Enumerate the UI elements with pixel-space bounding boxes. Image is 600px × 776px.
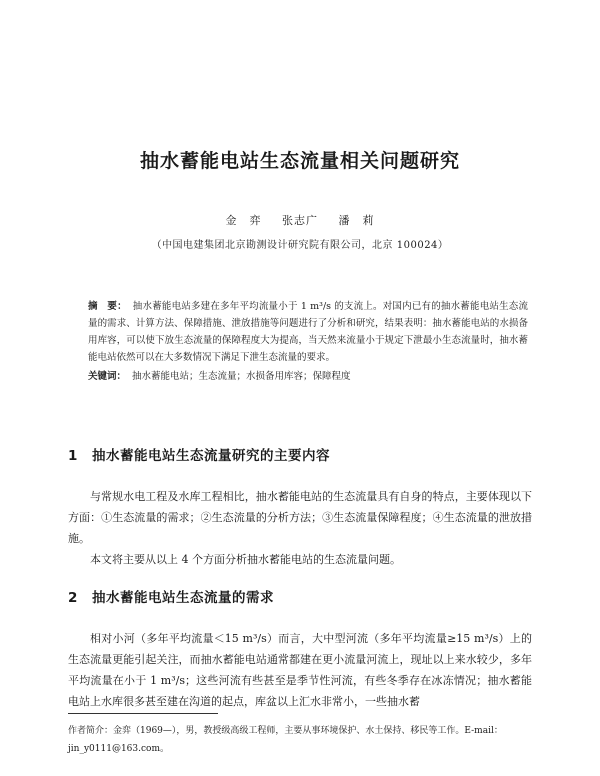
author-footnote: 作者简介：金弈（1969—），男，教授级高级工程师，主要从事环境保护、水土保持、移民等工作。E-mail：jin_y0111@163.com。 [68,726,503,754]
keywords-line [88,368,528,385]
section-number: 1 [68,448,78,464]
section-number: 2 [68,590,78,606]
body-paragraph: 本文将主要从以上 4 个方面分析抽水蓄能电站的生态流量问题。 [90,553,401,566]
author-name: 张志广 [282,214,318,227]
section-title: 抽水蓄能电站生态流量的需求 [92,590,274,606]
abstract-label: 摘 要： [88,301,127,312]
paper-title: 抽水蓄能电站生态流量相关问题研究 [139,150,460,172]
body-paragraph: 相对小河（多年平均流量＜15 m³/s）而言，大中型河流（多年平均流量≥15 m³/s）上的生态流量更能引起关注，而抽水蓄能电站通常都建在更小流量河流上，现址以上来水较少，多年平均流量在小于 1 m³/s；这些河流有些甚至是季节性河流，有些冬季存在冰冻情况；抽水蓄能电站上水库很多甚至建在沟道的起点，库盆以上汇水非常小，一些抽水蓄 [68,632,532,708]
author-name: 金 弈 [225,214,262,227]
section-heading-1 [68,444,330,464]
author-name: 潘 莉 [338,214,375,227]
abstract-paragraph [88,298,528,366]
keywords-text: 抽水蓄能电站；生态流量；水损备用库容；保障程度 [132,371,351,382]
section-title: 抽水蓄能电站生态流量研究的主要内容 [92,448,330,464]
body-paragraph: 与常规水电工程及水库工程相比，抽水蓄能电站的生态流量具有自身的特点，主要体现以下方面：①生态流量的需求；②生态流量的分析方法；③生态流量保障程度；④生态流量的泄放措施。 [68,490,532,545]
section-heading-2 [68,586,274,606]
author-affiliation: （中国电建集团北京勘测设计研究院有限公司，北京 100024） [151,240,449,251]
abstract-block [88,298,528,385]
abstract-text: 抽水蓄能电站多建在多年平均流量小于 1 m³/s 的支流上。对国内已有的抽水蓄能电站生态流量的需求、计算方法、保障措施、泄放措施等问题进行了分析和研究，结果表明：抽水蓄能电站的水损备用库容，可以使下放生态流量的保障程度大为提高，当天然来流量小于规定下泄最小生态流量时，抽水蓄能电站依然可以在大多数情况下满足下泄生态流量的要求。 [88,301,528,363]
footnote-divider [68,713,218,714]
author-list [0,212,600,228]
keywords-label: 关键词： [88,371,127,382]
